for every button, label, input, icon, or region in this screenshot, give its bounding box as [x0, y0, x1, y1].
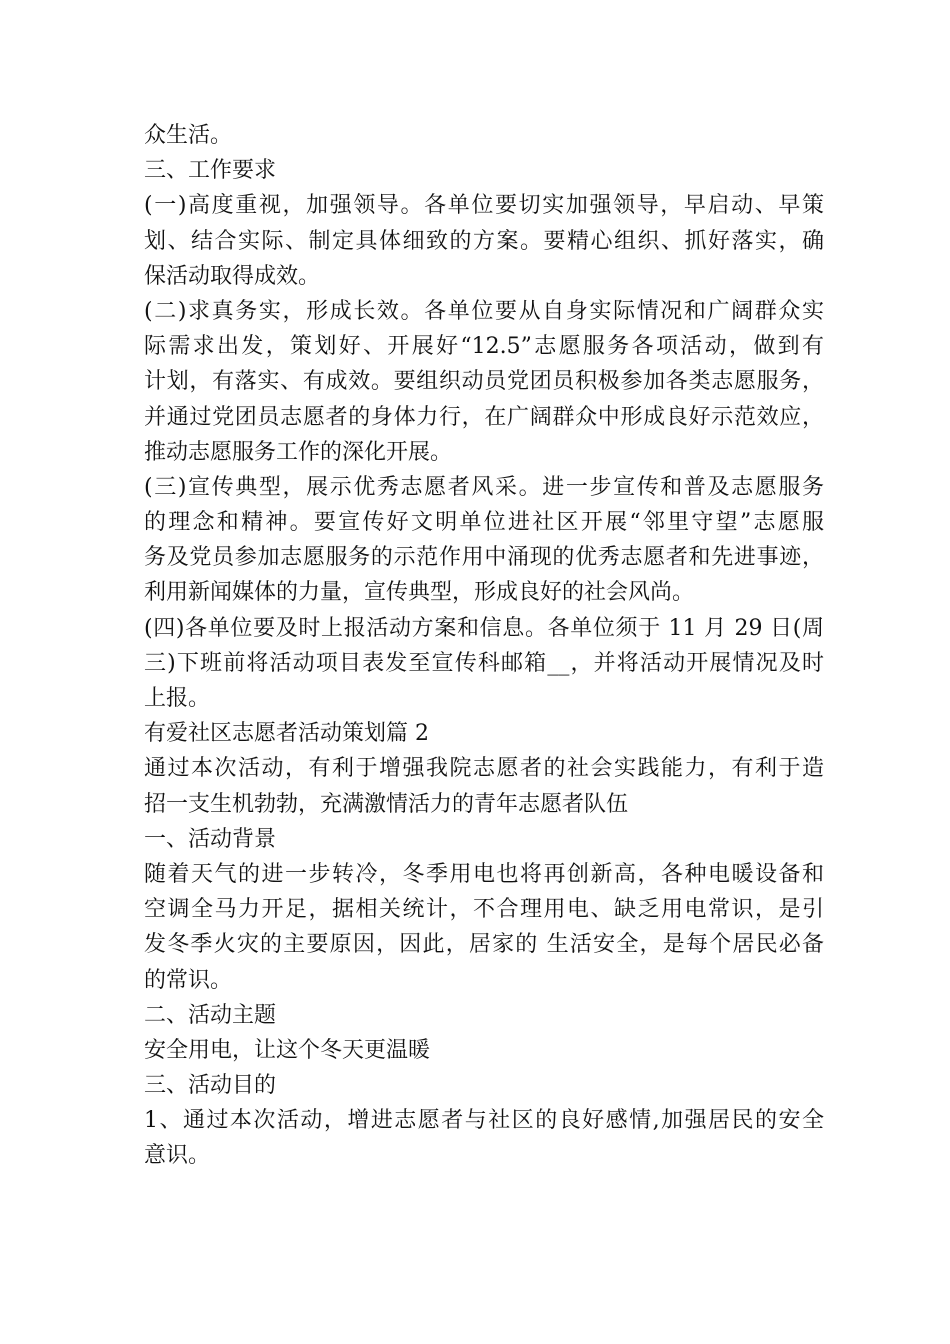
text-line: 利用新闻媒体的力量，宣传典型，形成良好的社会风尚。: [144, 580, 695, 606]
text-line: 上报。: [144, 686, 211, 711]
text-line: (三)宣传典型，展示优秀志愿者风采。进一步宣传和普及志愿服务: [144, 474, 824, 500]
text-line: (四)各单位要及时上报活动方案和信息。各单位须于 11 月 29 日(周: [144, 615, 824, 641]
text-line: 众生活。: [144, 123, 233, 148]
text-line: (一)高度重视，加强领导。各单位要切实加强领导，早启动、早策: [144, 193, 824, 219]
text-line: 划、结合实际、制定具体细致的方案。要精心组织、抓好落实，确: [144, 228, 824, 254]
text-line: 的理念和精神。要宣传好文明单位进社区开展“邻里守望”志愿服: [144, 510, 824, 536]
text-line: 二、活动主题: [144, 1002, 277, 1028]
text-line: 招一支生机勃勃，充满激情活力的青年志愿者队伍: [144, 791, 629, 817]
text-line: 意识。: [144, 1143, 211, 1169]
text-line: 际需求出发，策划好、开展好“12.5”志愿服务各项活动，做到有: [144, 334, 824, 360]
document-body: [144, 118, 824, 1174]
text-line: 发冬季火灾的主要原因，因此，居家的 生活安全，是每个居民必备: [144, 932, 824, 958]
text-line: 有爱社区志愿者活动策划篇 2: [144, 721, 429, 747]
text-line: 务及党员参加志愿服务的示范作用中涌现的优秀志愿者和先进事迹，: [144, 545, 824, 571]
text-line: 一、活动背景: [144, 826, 277, 852]
text-line: 空调全马力开足，据相关统计，不合理用电、缺乏用电常识，是引: [144, 897, 824, 923]
text-line: 推动志愿服务工作的深化开展。: [144, 439, 453, 465]
text-line: 的常识。: [144, 967, 233, 993]
text-line: 随着天气的进一步转冷，冬季用电也将再创新高，各种电暖设备和: [144, 861, 824, 887]
text-line: 并通过党团员志愿者的身体力行，在广阔群众中形成良好示范效应，: [144, 404, 824, 430]
text-line: 1、通过本次活动，增进志愿者与社区的良好感情,加强居民的安全: [144, 1108, 824, 1134]
text-line: 三、工作要求: [144, 158, 277, 184]
text-line: 安全用电，让这个冬天更温暖: [144, 1037, 431, 1063]
text-line: (二)求真务实，形成长效。各单位要从自身实际情况和广阔群众实: [144, 298, 824, 324]
text-line: 保活动取得成效。: [144, 263, 321, 289]
text-line: 计划，有落实、有成效。要组织动员党团员积极参加各类志愿服务，: [144, 369, 824, 395]
text-line: 通过本次活动，有利于增强我院志愿者的社会实践能力，有利于造: [144, 756, 824, 782]
text-line: 三、活动目的: [144, 1073, 277, 1099]
text-line: 三)下班前将活动项目表发至宣传科邮箱__，并将活动开展情况及时: [144, 650, 824, 676]
